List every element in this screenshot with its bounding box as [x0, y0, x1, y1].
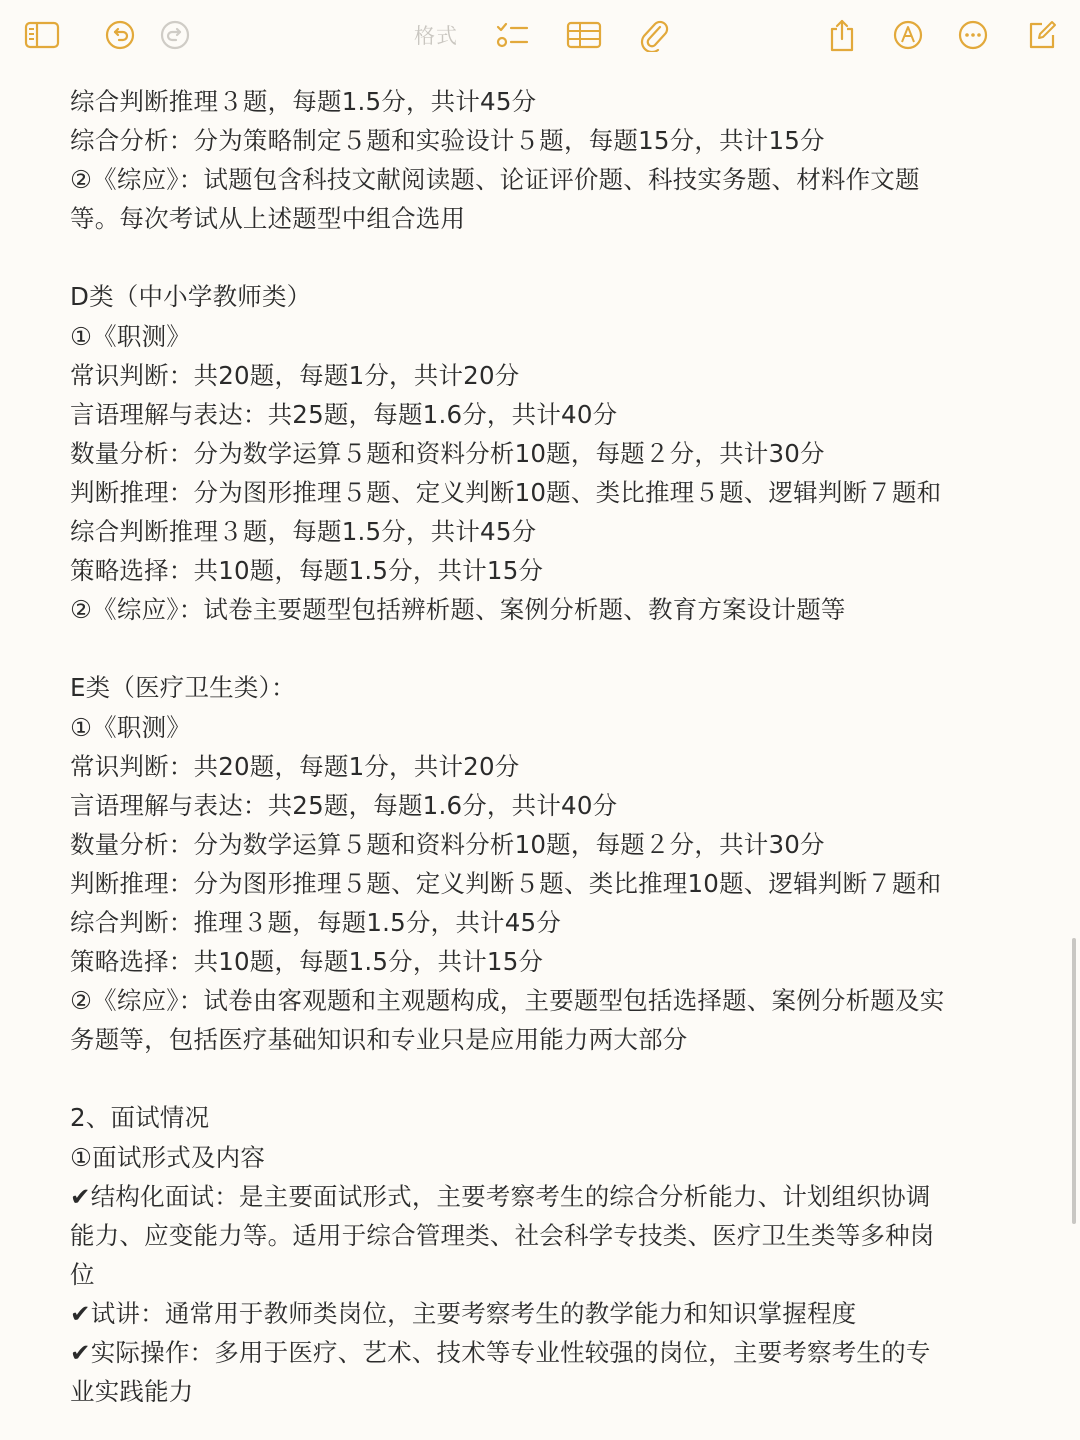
share-button[interactable]: [820, 14, 864, 56]
table-button[interactable]: [562, 14, 606, 56]
blank-line: [70, 1059, 1020, 1098]
note-line: 言语理解与表达：共25题，每题1.6分，共计40分: [70, 790, 618, 820]
sidebar-toggle-button[interactable]: [20, 14, 64, 56]
note-line: 能力、应变能力等。适用于综合管理类、社会科学专技类、医疗卫生类等多种岗: [70, 1220, 935, 1250]
redo-icon: [159, 19, 191, 51]
note-line: ②《综应》：试卷主要题型包括辨析题、案例分析题、教育方案设计题等: [70, 595, 846, 625]
undo-button[interactable]: [98, 14, 142, 56]
toolbar: [0, 0, 1080, 72]
note-line: E类（医疗卫生类）：: [70, 673, 296, 703]
note-line: ①《职测》: [70, 712, 191, 742]
undo-icon: [104, 19, 136, 51]
format-button[interactable]: 格式: [414, 24, 458, 48]
blank-line: [70, 629, 1020, 668]
note-line: ✔结构化面试：是主要面试形式，主要考察考生的综合分析能力、计划组织协调: [70, 1181, 931, 1211]
redo-button[interactable]: [153, 14, 197, 56]
note-line: 数量分析：分为数学运算５题和资料分析10题，每题２分，共计30分: [70, 438, 825, 468]
table-icon: [566, 21, 602, 49]
note-line: 综合分析：分为策略制定５题和实验设计５题，每题15分，共计15分: [70, 126, 825, 156]
compose-icon: [1026, 19, 1058, 51]
note-line: 综合判断推理３题，每题1.5分，共计45分: [70, 87, 537, 116]
note-line: 综合判断：推理３题，每题1.5分，共计45分: [70, 907, 562, 937]
scrollbar[interactable]: [1072, 938, 1076, 1224]
note-line: 综合判断推理３题，每题1.5分，共计45分: [70, 517, 537, 547]
note-line: 数量分析：分为数学运算５题和资料分析10题，每题２分，共计30分: [70, 829, 825, 859]
note-line: 常识判断：共20题，每题1分，共计20分: [70, 751, 520, 781]
note-line: 判断推理：分为图形推理５题、定义判断10题、类比推理５题、逻辑判断７题和: [70, 477, 942, 507]
blank-line: [70, 238, 1020, 277]
note-line: ①面试形式及内容: [70, 1142, 266, 1172]
more-icon: [957, 19, 989, 51]
checklist-icon: [495, 20, 529, 50]
note-line: ①《职测》: [70, 321, 191, 351]
note-line: 策略选择：共10题，每题1.5分，共计15分: [70, 556, 544, 586]
note-line: 位: [70, 1259, 95, 1289]
note-line: 业实践能力: [70, 1377, 194, 1407]
checklist-button[interactable]: [490, 14, 534, 56]
note-line: ✔实际操作：多用于医疗、艺术、技术等专业性较强的岗位，主要考察考生的专: [70, 1338, 931, 1367]
note-line: ②《综应》：试题包含科技文献阅读题、论证评价题、科技实务题、材料作文题: [70, 165, 920, 195]
note-line: 务题等，包括医疗基础知识和专业只是应用能力两大部分: [70, 1025, 688, 1055]
note-line: 2、面试情况: [70, 1103, 210, 1133]
attachment-icon: [638, 18, 670, 52]
note-line: ②《综应》：试卷由客观题和主观题构成，主要题型包括选择题、案例分析题及实: [70, 986, 945, 1016]
note-line: 常识判断：共20题，每题1分，共计20分: [70, 360, 520, 390]
attachment-button[interactable]: [632, 14, 676, 56]
sidebar-icon: [24, 20, 60, 50]
note-line: D类（中小学教师类）: [70, 282, 312, 312]
compose-button[interactable]: [1020, 14, 1064, 56]
more-button[interactable]: [951, 14, 995, 56]
share-icon: [827, 18, 857, 52]
note-line: 言语理解与表达：共25题，每题1.6分，共计40分: [70, 399, 618, 429]
note-line: 策略选择：共10题，每题1.5分，共计15分: [70, 947, 544, 977]
note-body[interactable]: [70, 82, 1020, 1411]
note-line: ✔试讲：通常用于教师类岗位，主要考察考生的教学能力和知识掌握程度: [70, 1298, 857, 1328]
note-line: 等。每次考试从上述题型中组合选用: [70, 204, 466, 234]
markup-icon: [892, 19, 924, 51]
note-line: 判断推理：分为图形推理５题、定义判断５题、类比推理10题、逻辑判断７题和: [70, 868, 942, 898]
markup-button[interactable]: [886, 14, 930, 56]
